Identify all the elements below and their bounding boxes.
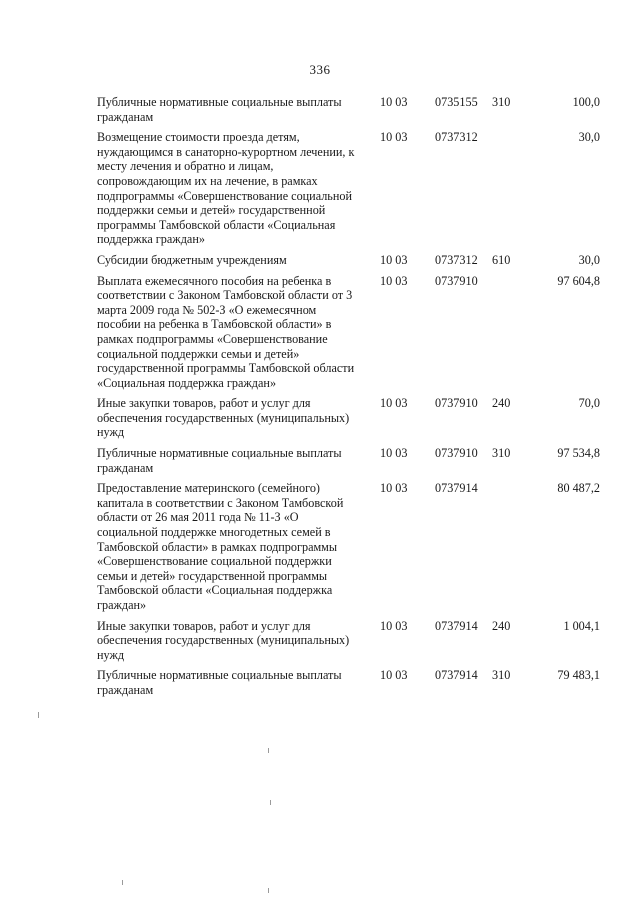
row-section-code: 10 03: [380, 446, 408, 461]
row-expense-type: 310: [492, 95, 511, 109]
scan-speck: [122, 880, 123, 885]
scan-speck: [38, 712, 39, 718]
row-name: Публичные нормативные социальные выплаты гражданам: [97, 95, 342, 124]
row-target-code: 0735155: [435, 95, 478, 109]
row-name: Предоставление материнского (семейного) капитала в соответствии с Законом Тамбовской области от 26 мая 2011 года № 11-З «О социальной поддержке многодетных семей в Тамбовской области» в рамках подпрограммы «Совершенствование социальной поддержки семьи и детей» государственной программы Тамбовской области «Социальная поддержка граждан»: [97, 481, 344, 612]
scan-speck: [268, 888, 269, 893]
row-target-code: 0737910: [435, 396, 478, 411]
table-row: [97, 481, 607, 612]
row-expense-type: 240: [492, 396, 511, 411]
scan-speck: [270, 800, 271, 805]
row-target-code: 0737914: [435, 618, 478, 633]
row-name: Иные закупки товаров, работ и услуг для обеспечения государственных (муниципальных) нужд: [97, 618, 350, 662]
scan-speck: [268, 748, 269, 753]
table-row: [97, 446, 607, 475]
row-section-code: 10 03: [380, 252, 408, 267]
row-amount: 30,0: [578, 130, 600, 145]
row-amount: 80 487,2: [557, 481, 600, 496]
row-section-code: 10 03: [380, 618, 408, 633]
table-row: [97, 95, 607, 124]
row-amount: 1 004,1: [563, 618, 600, 633]
row-amount: 70,0: [578, 396, 600, 411]
row-amount: 97 604,8: [557, 273, 600, 288]
row-section-code: 10 03: [380, 273, 408, 288]
budget-table: [97, 95, 607, 704]
row-name: Субсидии бюджетным учреждениям: [97, 252, 287, 267]
table-row: [97, 274, 607, 391]
table-row: [97, 253, 607, 268]
table-row: [97, 668, 607, 697]
row-target-code: 0737312: [435, 252, 478, 267]
row-amount: 97 534,8: [557, 446, 600, 461]
row-section-code: 10 03: [380, 481, 408, 496]
row-expense-type: 310: [492, 668, 511, 683]
row-name: Возмещение стоимости проезда детям, нуждающимся в санаторно-курортном лечении, к месту лечения и обратно и лицам, сопровождающим их на лечение, в рамках подпрограммы «Совершенствование социальной поддержки семьи и детей» государственной программы Тамбовской области «Социальная поддержка граждан»: [97, 130, 355, 247]
row-target-code: 0737910: [435, 273, 478, 288]
table-row: [97, 619, 607, 663]
row-amount: 100,0: [572, 95, 600, 109]
row-target-code: 0737914: [435, 668, 478, 683]
row-section-code: 10 03: [380, 95, 408, 109]
row-target-code: 0737312: [435, 130, 478, 145]
row-name: Публичные нормативные социальные выплаты гражданам: [97, 446, 342, 475]
table-row: [97, 396, 607, 440]
row-amount: 79 483,1: [557, 668, 600, 683]
row-name: Публичные нормативные социальные выплаты гражданам: [97, 668, 342, 697]
row-target-code: 0737914: [435, 481, 478, 496]
row-target-code: 0737910: [435, 446, 478, 461]
row-expense-type: 310: [492, 446, 511, 461]
table-row: [97, 130, 607, 247]
row-section-code: 10 03: [380, 668, 408, 683]
row-expense-type: 240: [492, 618, 511, 633]
row-section-code: 10 03: [380, 130, 408, 145]
row-name: Выплата ежемесячного пособия на ребенка в соответствии с Законом Тамбовской области от 3 марта 2009 года № 502-З «О ежемесячном пособии на ребенка в Тамбовской области» в рамках подпрограммы «Совершенствование социальной поддержки семьи и детей» государственной программы Тамбовской области «Социальная поддержка граждан»: [97, 273, 355, 390]
row-expense-type: 610: [492, 252, 511, 267]
page-number: 336: [309, 62, 331, 77]
row-amount: 30,0: [578, 252, 600, 267]
row-name: Иные закупки товаров, работ и услуг для обеспечения государственных (муниципальных) нужд: [97, 396, 350, 440]
row-section-code: 10 03: [380, 396, 408, 411]
